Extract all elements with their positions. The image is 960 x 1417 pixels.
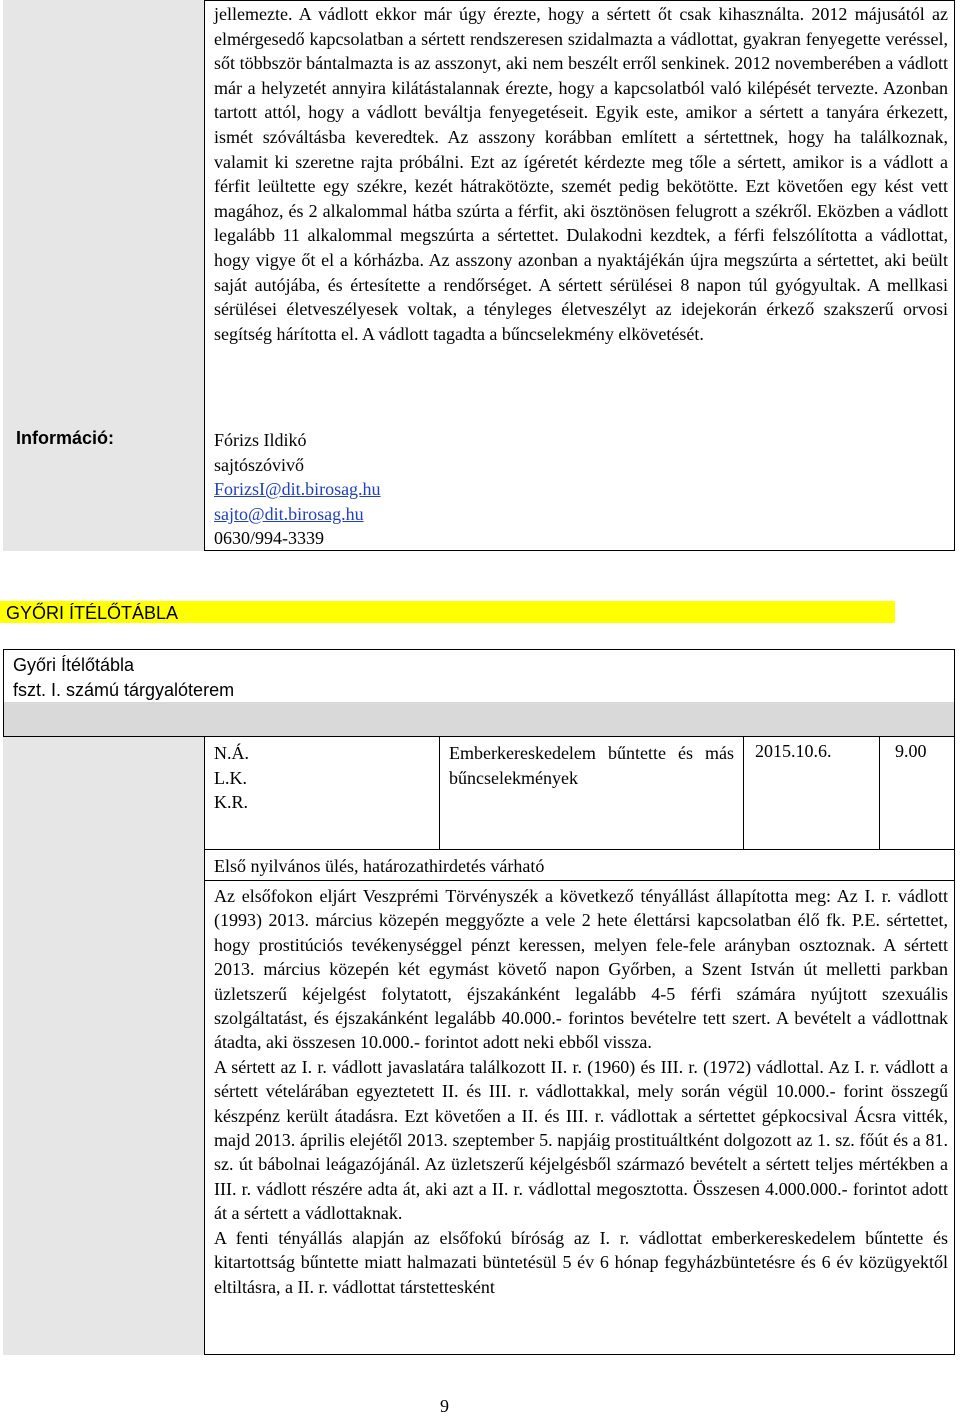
hearing-type: Első nyilvános ülés, határozathirdetés várható <box>214 856 545 876</box>
location-text <box>13 653 234 702</box>
row-divider <box>205 880 955 881</box>
facts-paragraph: A fenti tényállás alapján az elsőfokú bíróság az I. r. vádlottat emberkereskedelem bűntette és kitartottság bűntette miatt halmazati büntetésül 5 év 6 hónap fegyházbüntetésre és 6 év közügyektől eltiltásra, a II. r. vádlottat társtettesként <box>214 1227 948 1297</box>
location-shaded-row <box>4 702 954 736</box>
hearing-date: 2015.10.6. <box>755 741 832 761</box>
info-label: Információ: <box>16 428 115 448</box>
label-column <box>3 0 205 551</box>
press-contact <box>214 428 381 551</box>
defendant-initials: K.R. <box>214 792 249 812</box>
row-divider <box>205 849 955 850</box>
defendant-initials: N.Á. <box>214 743 249 763</box>
column-divider <box>439 737 440 849</box>
courtroom: fszt. I. számú tárgyalóterem <box>13 679 235 700</box>
contact-role: sajtószóvivő <box>214 454 304 475</box>
defendant-initials: L.K. <box>214 767 247 788</box>
court-title: GYŐRI ÍTÉLŐTÁBLA <box>6 603 179 623</box>
contact-email-link[interactable]: ForizsI@dit.birosag.hu <box>214 479 381 500</box>
facts-of-case <box>214 884 948 1299</box>
facts-paragraph: Az elsőfokon eljárt Veszprémi Törvényszék a következő tényállást állapította meg: Az I. r. vádlott (1993) 2013. március közepén meggyőzte a vele 2 hete élettársi kapcsolatban élő fk. P.E. sértettet, hogy prostitúciós tevékenységgel pénzt keressen, melyen fele-fele arányban osztoznak. A sértett 2013. március közepén két egymást követő napon Győrben, a Szent István út melletti parkban üzletszerű kéjelgést folytatott, éjszakánként legalább 4-5 férfi számára nyújtott szexuális szolgáltatást, és éjszakánként legalább 40.000.- forintos bevételre tett szert. A bevételt a vádlottnak átadta, aki összesen 10.000.- forintot adott neki ebből vissza. <box>214 886 948 1053</box>
hearing-time: 9.00 <box>895 741 927 761</box>
charge-text: Emberkereskedelem bűntette és más bűncselekmények <box>449 743 734 788</box>
page-number: 9 <box>440 1396 449 1416</box>
column-divider <box>879 737 880 849</box>
case-description-text: jellemezte. A vádlott ekkor már úgy érezte, hogy a sértett őt csak kihasználta. 2012 májusától az elmérgesedő kapcsolatban a sértett rendszeresen szidalmazta a vádlottat, gyakran fenyegette veréssel, sőt többször bántalmazta is az asszonyt, aki nem beszélt erről senkinek. 2012 novemberében a vádlott már a helyzetét annyira kilátástalannak érezte, hogy a kapcsolatból való kilépését tervezte. Azonban tartott attól, hogy a vádlott beváltja fenyegetéseit. Egyik este, amikor a sértett a tanyára érkezett, ismét szóváltásba keveredtek. Az asszony korábban említett a sértettnek, hogy ha találkoznak, valamit ki szeretne rajta próbálni. Ezt az ígéretét kérdezte meg tőle a sértett, amikor is a vádlott a férfit leültette egy székre, kezét hátrakötözte, szemét pedig bekötötte. Ezt követően egy kést vett magához, és 2 alkalommal hátba szúrta a férfit, aki ösztönösen felugrott a székről. Eközben a vádlott legalább 11 alkalommal megszúrta a sértettet. Dulakodni kezdtek, a férfi felszólította a vádlottat, hogy vigye őt el a kórházba. Az asszony azonban a nyaktájékán újra megszúrta a sértettet, aki beült saját autójába, és értesítette a rendőrséget. A sértett sérülései 8 napon túl gyógyultak. A mellkasi sérülései életveszélyesek voltak, a tényleges életveszélyt az idejekorán érkező szakszerű orvosi segítség hárította el. A vádlott tagadta a bűncselekmény elkövetését. <box>214 4 948 344</box>
contact-phone: 0630/994-3339 <box>214 528 324 549</box>
contact-name: Fórizs Ildikó <box>214 430 307 450</box>
case-label-column <box>3 737 205 1355</box>
press-email-link[interactable]: sajto@dit.birosag.hu <box>214 503 364 524</box>
defendants <box>214 741 249 815</box>
facts-paragraph: A sértett az I. r. vádlott javaslatára találkozott II. r. (1960) és III. r. (1972) vádlottal. Az I. r. vádlott a sértett vételárában egyeztetett II. és III. r. vádlottakkal, mely során végül 10.000.- forint összegű készpénz került átadásra. Ezt követően a II. és III. r. vádlottak a sértettet gépkocsival Ácsra vitték, majd 2013. április elejétől 2013. szeptember 5. napjáig prostituáltként dolgozott az 1. sz. főút és a 81. sz. út bábolnai leágazójánál. Az üzletszerű kéjelgésből származó bevételt a sértett teljes mértékben a III. r. vádlott részére adta át, aki azt a II. r. vádlottal megosztotta. Összesen 4.000.000.- forintot adott át a sértett a vádlottaknak. <box>214 1056 948 1224</box>
court-name: Győri Ítélőtábla <box>13 655 135 675</box>
column-divider <box>743 737 744 849</box>
